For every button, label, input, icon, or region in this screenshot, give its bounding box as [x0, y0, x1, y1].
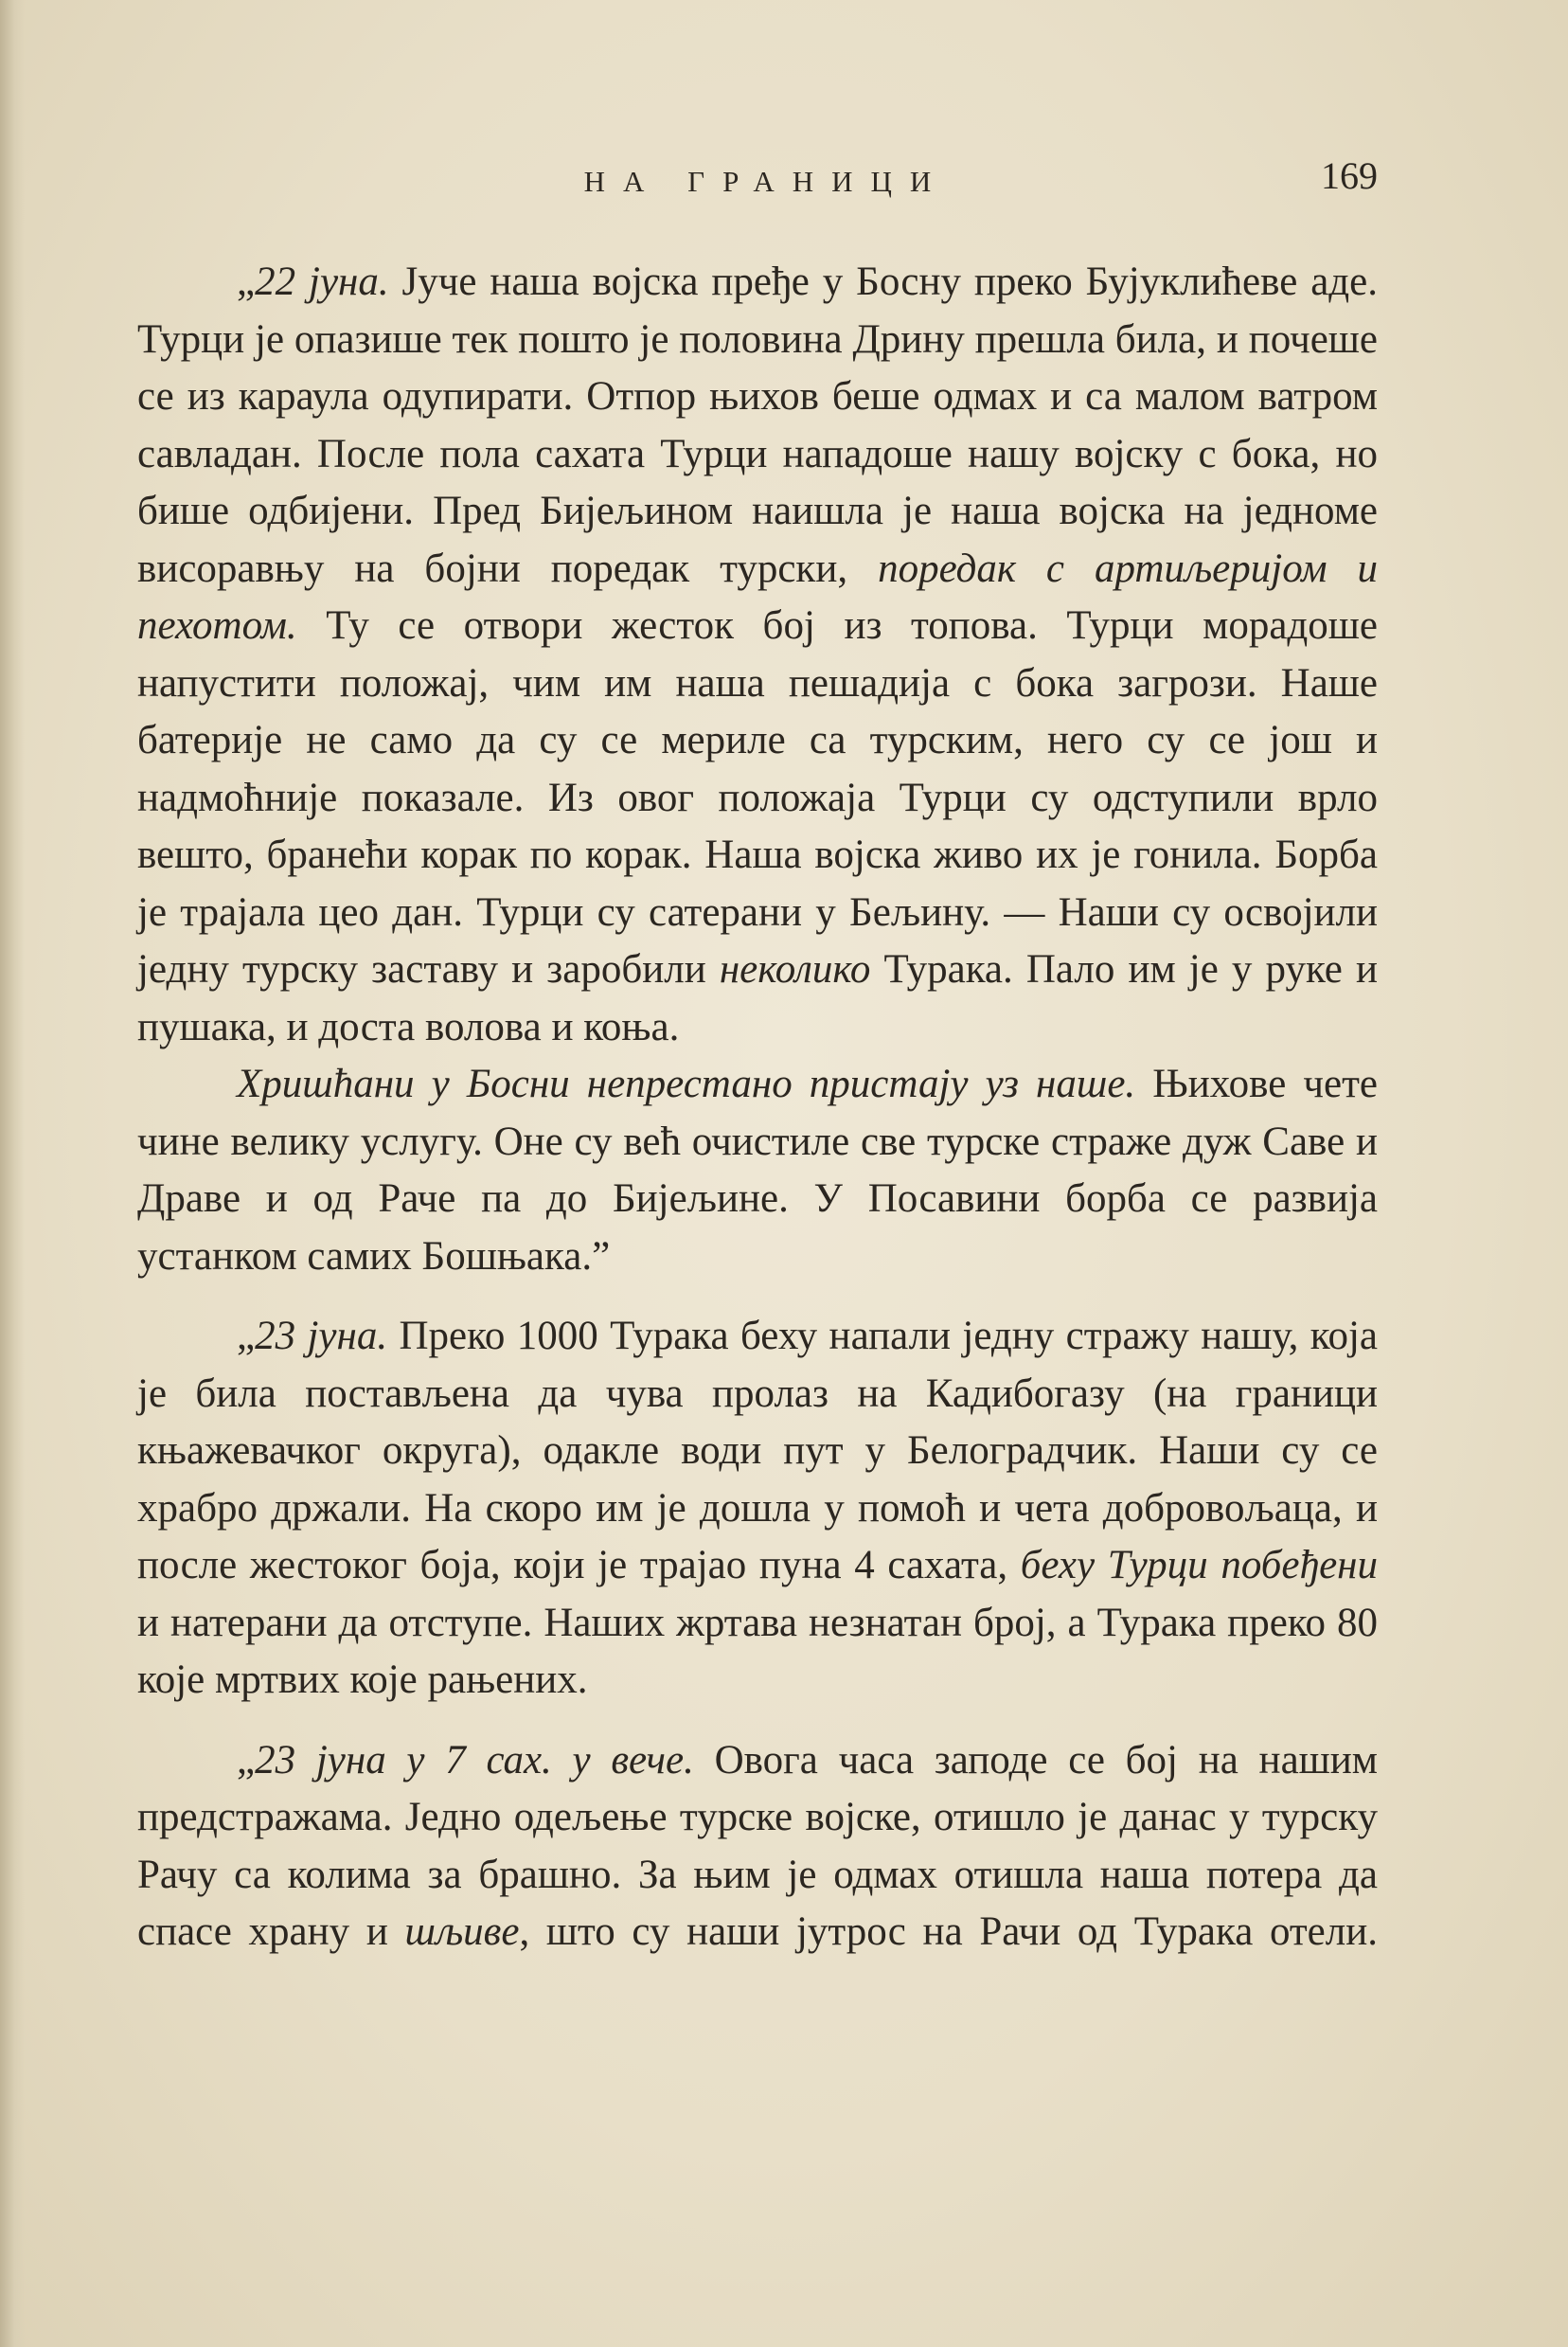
running-title: НА ГРАНИЦИ [583, 165, 950, 198]
italic-text: Хришћани у Босни непрестано пристају уз наше. [237, 1062, 1136, 1106]
page-header [137, 153, 1378, 210]
text-run: „ [237, 260, 256, 304]
italic-text: неколико [719, 947, 871, 992]
text-run: Ту се отвори жесток бој из топова. Турци морадоше напустити положај, чим им наша пешадија с бока загрози. Наше батерије не само да су се мериле са турским, него су се још и надмоћније показале. Из овог положаја Турци су одступили врло вешто, бранећи корак по корак. Наша војска живо их је гонила. Борба је трајала цео дан. Турци су сатерани у Бељину. — Наши су освојили једну турску заставу и заробили [137, 603, 1378, 992]
text-run: Преко 1000 Турака беху напали једну стражу нашу, која је била постављена да чува пролаз на Кадибогазу (на граници књажевачког округа), одакле води пут у Белоградчик. Наши су се храбро држали. На скоро им је дошла у помоћ и чета добровољаца, и после жестоког боја, који је трајао пуна 4 сахата, [137, 1314, 1378, 1587]
page-spine-shadow [0, 0, 25, 2347]
paragraph-3 [137, 1308, 1378, 1710]
italic-text: поредак с артиљеријом и пехотом. [137, 546, 1378, 648]
italic-text: 23 јуна. [255, 1314, 388, 1358]
italic-text: беху Турци побеђени [1020, 1543, 1378, 1587]
italic-text: 23 јуна у 7 сах. у вече. [255, 1737, 694, 1783]
text-run: Турака. Пало им је у руке и пушака, и доста волова и коња. [137, 947, 1378, 1049]
text-run: „ [237, 1314, 256, 1358]
text-run: Јуче наша војска пређе у Босну преко Бујуклићеве аде. Турци је опазише тек пошто је половина Дрину прешла била, и почеше се из караула одупирати. Отпор њихов беше одмах и са малом ватром савладан. После пола сахата Турци нападоше нашу војску с бока, но бише одбијени. Пред Бијељином наишла је наша војска на једноме висоравњу на бојни поредак турски, [137, 260, 1378, 591]
text-run: Њихове чете чине велику услугу. Оне су већ очистиле све турске страже дуж Саве и Драве и од Раче па до Бијељине. У Посавини борба се развија устанком самих Бошњака.” [137, 1062, 1378, 1279]
paragraph-2 [137, 1056, 1378, 1285]
text-run: и натерани да отступе. Наших жртава незнатан број, а Турака преко 80 које мртвих које рањених. [137, 1600, 1378, 1702]
text-run: , што су наши јутрос на Рачи од Турака отели. [519, 1909, 1378, 1954]
text-run: „ [237, 1737, 256, 1783]
text-run: Овога часа заподе се бој на нашим предстражама. Једно одељење турске војске, отишло је данас у турску Рачу са колима за брашно. За њим је одмах отишла наша потера да спасе храну и [137, 1737, 1378, 1954]
body-text [137, 254, 1378, 1962]
italic-text: шљиве [404, 1909, 520, 1954]
paragraph-4 [137, 1732, 1378, 1962]
italic-text: 22 јуна. [255, 260, 389, 304]
paragraph-1 [137, 254, 1378, 1056]
page-number: 169 [1321, 154, 1378, 197]
